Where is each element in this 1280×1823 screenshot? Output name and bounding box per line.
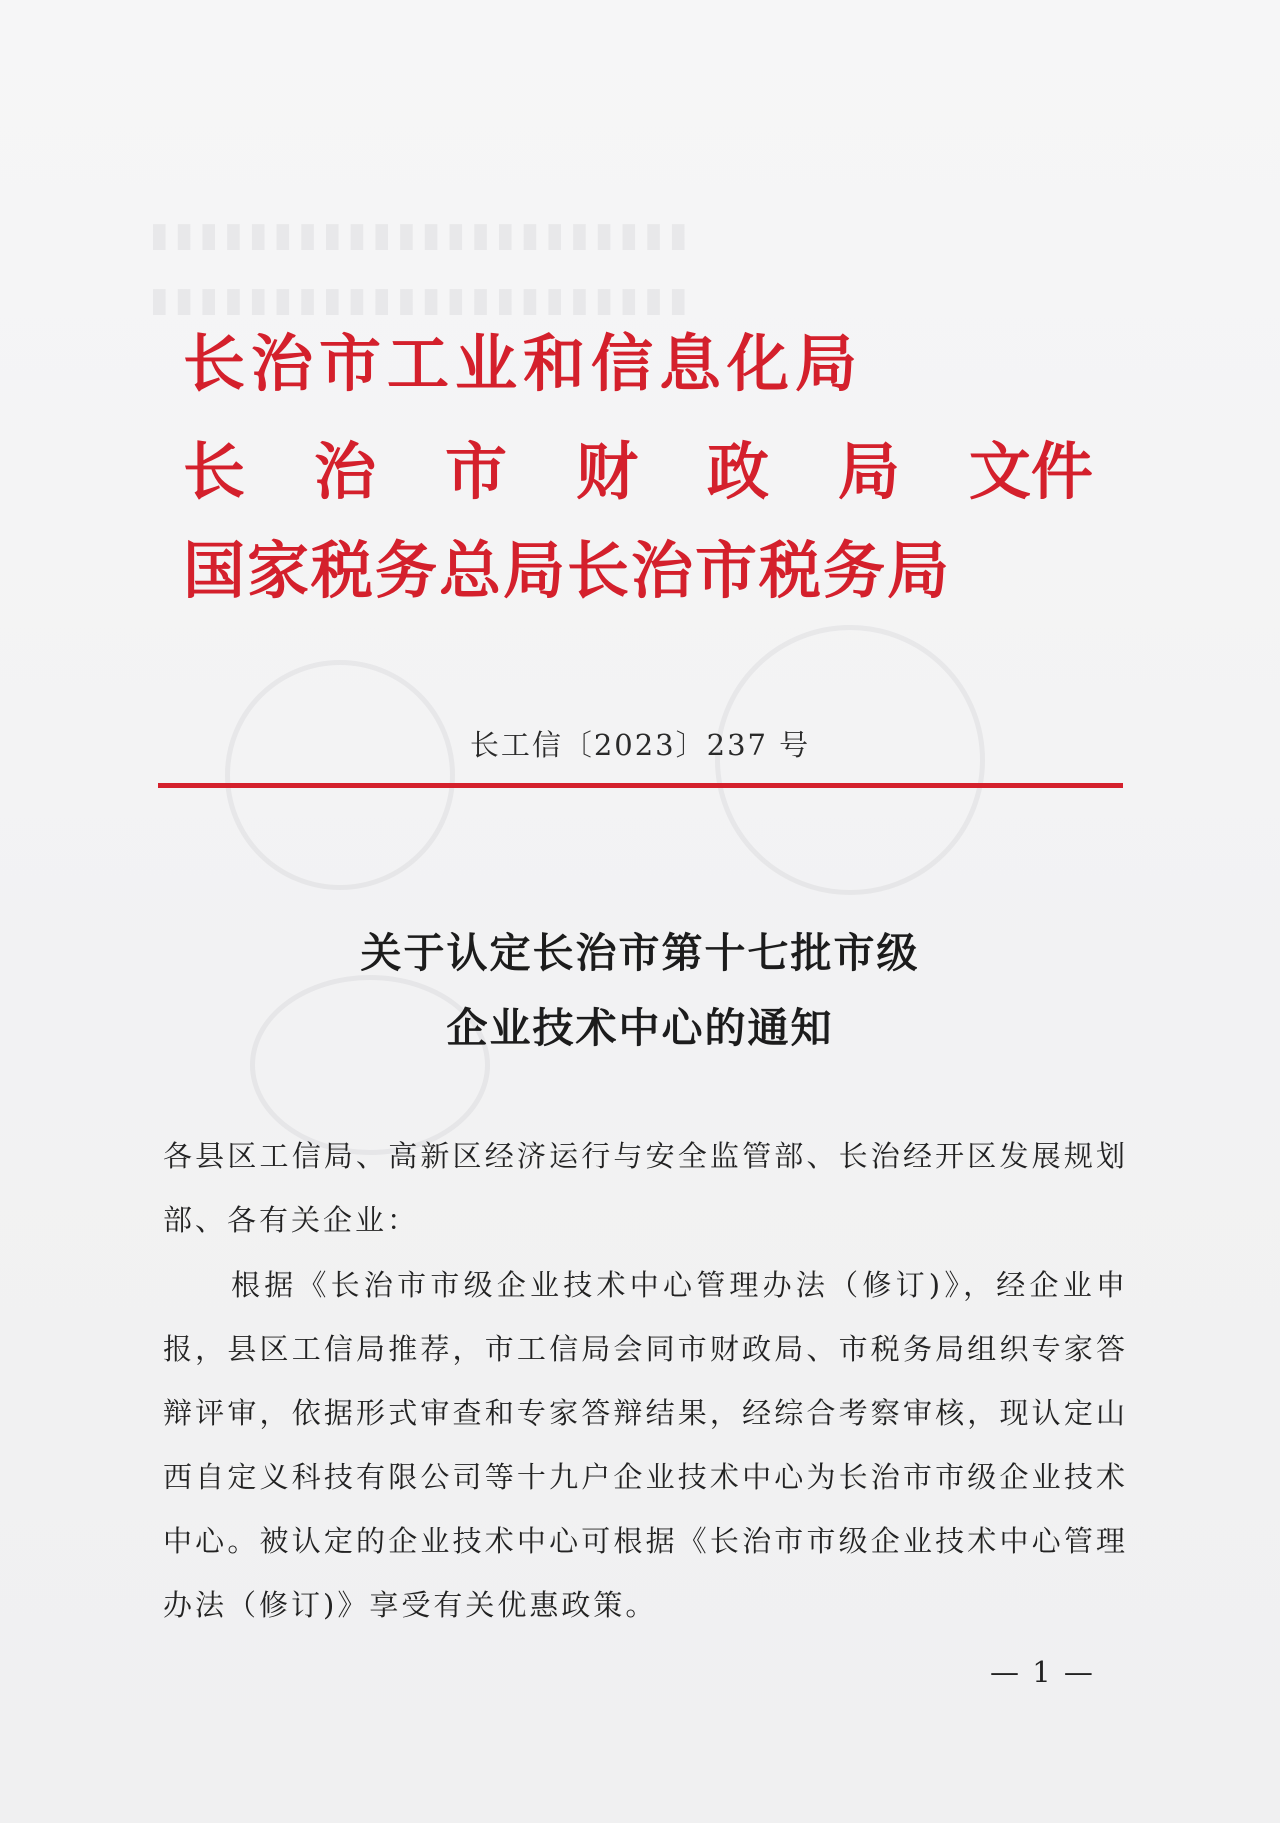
issuing-agency-2-char: 长 <box>183 435 246 508</box>
addressee: 各县区工信局、高新区经济运行与安全监管部、长治经开区发展规划部、各有关企业： <box>163 1139 1128 1237</box>
page-number: — 1 — <box>990 1655 1095 1689</box>
body-paragraph: 根据《长治市市级企业技术中心管理办法（修订)》，经企业申报，县区工信局推荐，市工信局会同市财政局、市税务局组织专家答辩评审，依据形式审查和专家答辩结果，经综合考察审核，现认定山西自定义科技有限公司等十九户企业技术中心为长治市市级企业技术中心。被认定的企业技术中心可根据《长治市市级企业技术中心管理办法（修订)》享受有关优惠政策。 <box>163 1268 1128 1622</box>
document-number: 长工信〔2023〕237 号 <box>469 728 811 762</box>
bleed-through-text: ▮▮▮▮▮▮▮▮▮▮▮▮▮▮▮▮▮▮▮▮▮▮ <box>150 215 694 255</box>
document-title-line-2: 企业技术中心的通知 <box>446 1004 834 1052</box>
issuing-agency-3: 国家税务总局长治市税务局 <box>183 534 952 607</box>
issuing-agency-2-char: 财 <box>575 435 638 508</box>
red-divider <box>158 783 1123 788</box>
issuing-agency-2-char: 政 <box>706 435 769 508</box>
bleed-through-text: ▮▮▮▮▮▮▮▮▮▮▮▮▮▮▮▮▮▮▮▮▮▮ <box>150 280 694 320</box>
bleed-through-seal <box>225 660 455 890</box>
issuing-agency-2 <box>183 435 1093 508</box>
issuing-agency-2-char: 文件 <box>968 435 1093 508</box>
issuing-agency-2-char: 市 <box>444 435 507 508</box>
document-title-line-1: 关于认定长治市第十七批市级 <box>360 929 920 977</box>
issuing-agency-2-char: 治 <box>313 435 376 508</box>
issuing-agency-1: 长治市工业和信息化局 <box>183 327 864 400</box>
issuing-agency-2-char: 局 <box>837 435 900 508</box>
